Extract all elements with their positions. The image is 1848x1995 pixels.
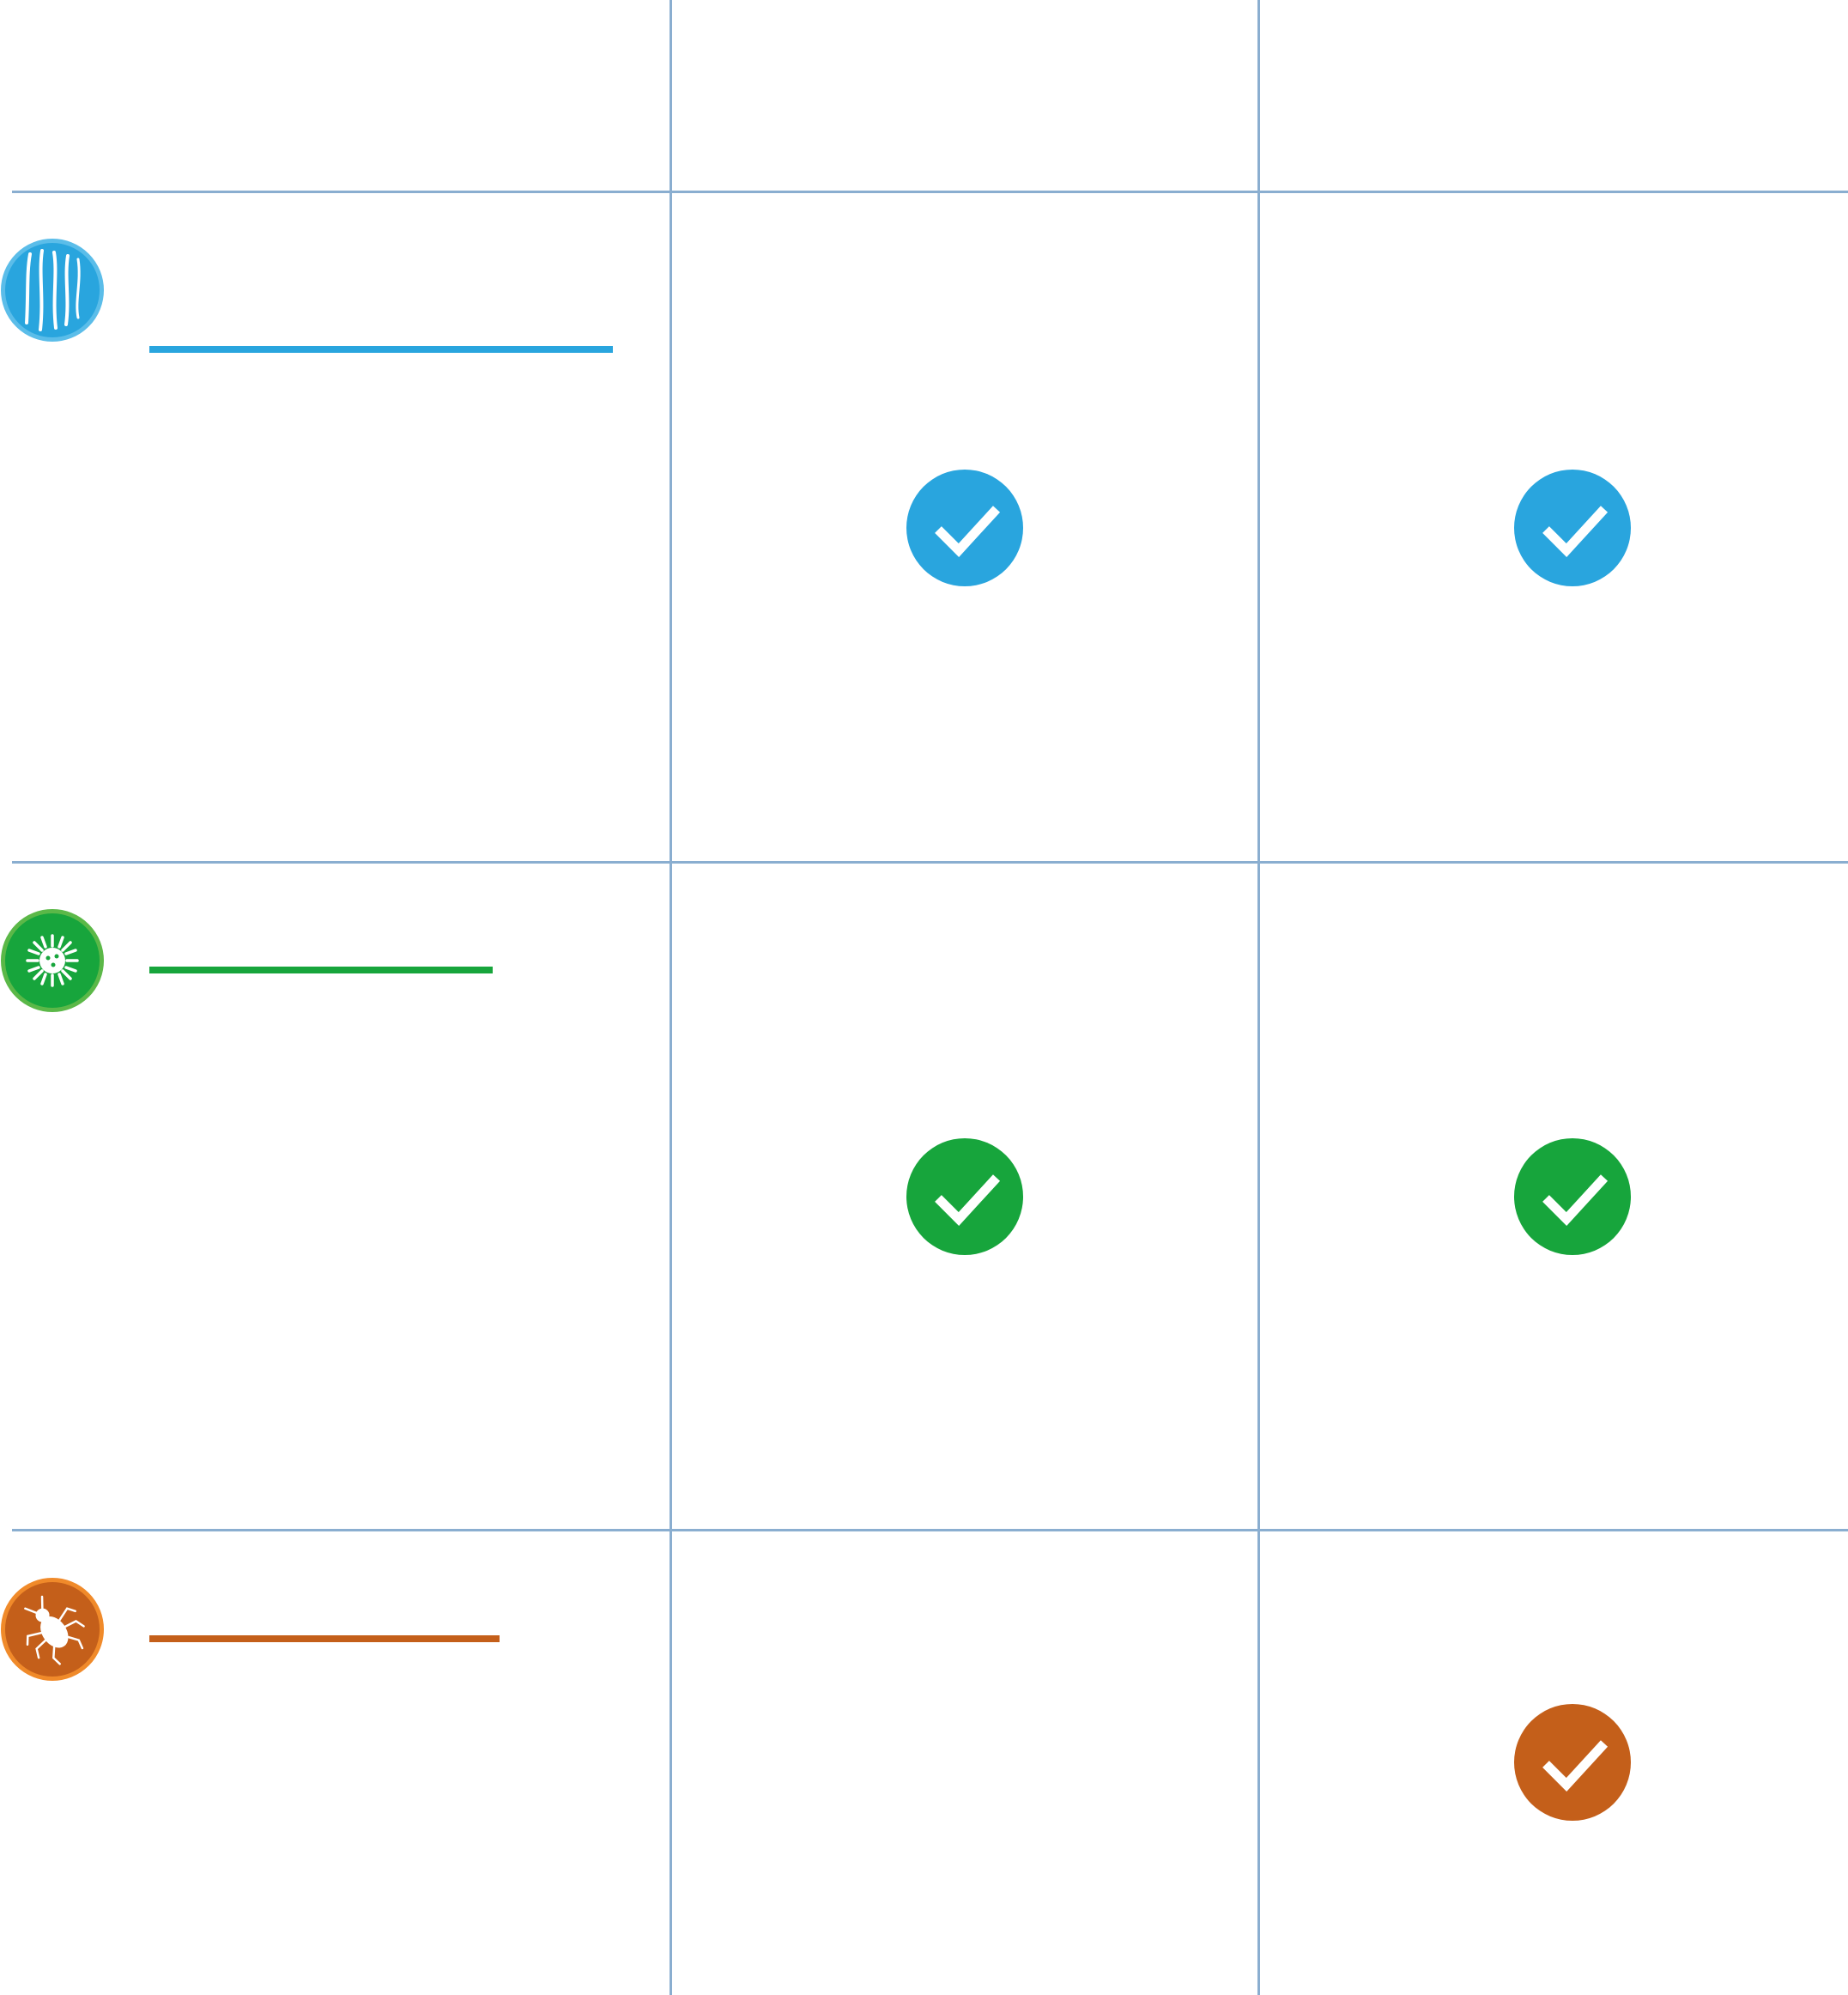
check-icon: [1514, 1138, 1631, 1255]
row-title-underline-insect: [149, 1635, 500, 1642]
column-divider-1: [670, 0, 672, 1995]
row-title-underline-water: [149, 346, 613, 353]
water-drops-icon: [1, 239, 104, 342]
check-icon: [906, 470, 1023, 586]
check-icon: [1514, 1704, 1631, 1821]
column-divider-2: [1257, 0, 1260, 1995]
header-divider: [12, 191, 1848, 193]
row-divider-1: [12, 861, 1848, 864]
row-title-underline-virus: [149, 967, 493, 973]
row-divider-2: [12, 1529, 1848, 1531]
insect-icon: [1, 1578, 104, 1681]
check-icon: [906, 1138, 1023, 1255]
virus-icon: [1, 909, 104, 1012]
check-icon: [1514, 470, 1631, 586]
